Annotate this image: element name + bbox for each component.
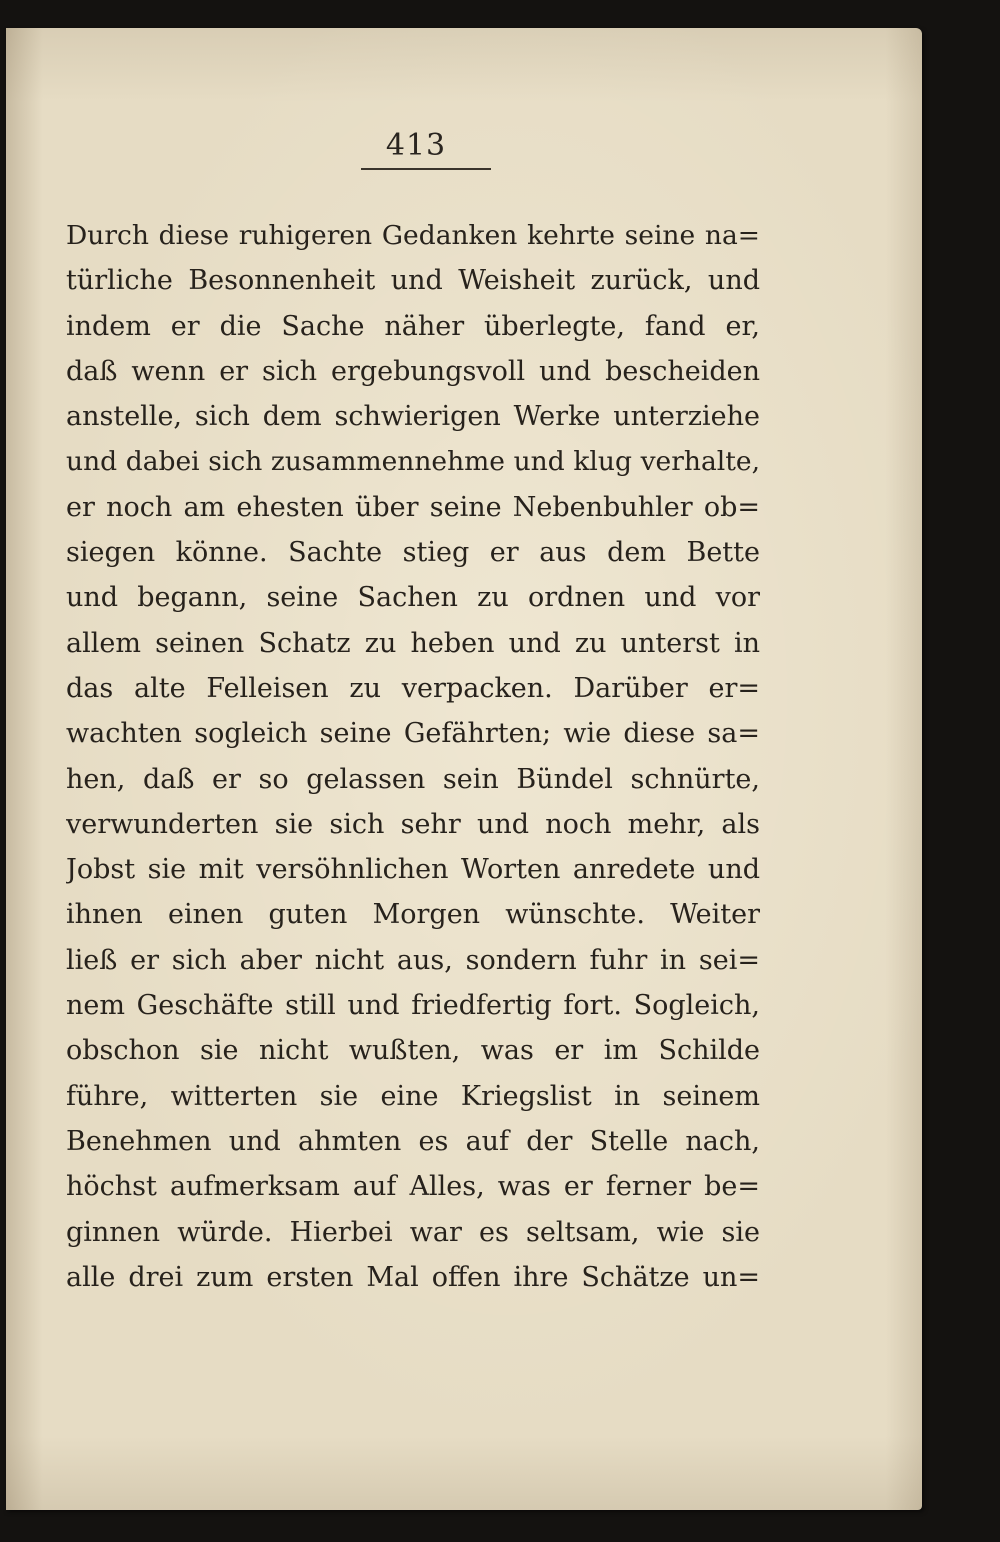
text-line: Jobst sie mit versöhnlichen Worten anredete und: [66, 854, 760, 886]
text-line: indem er die Sache näher überlegte, fand er,: [66, 310, 760, 342]
text-line: er noch am ehesten über seine Nebenbuhler ob=: [66, 491, 760, 523]
page-number: 413: [385, 128, 447, 163]
text-line: türliche Besonnenheit und Weisheit zurück, und: [66, 265, 760, 297]
text-line: Benehmen und ahmten es auf der Stelle nach,: [66, 1125, 760, 1157]
text-line: daß wenn er sich ergebungsvoll und bescheiden: [66, 355, 760, 387]
book-page: [6, 28, 922, 1510]
text-line: Durch diese ruhigeren Gedanken kehrte seine na=: [66, 220, 760, 251]
text-line: und dabei sich zusammennehme und klug verhalte,: [66, 446, 760, 478]
text-line: siegen könne. Sachte stieg er aus dem Bette: [66, 537, 760, 569]
text-line: hen, daß er so gelassen sein Bündel schnürte,: [66, 763, 760, 795]
text-line: ginnen würde. Hierbei war es seltsam, wie sie: [66, 1216, 760, 1248]
text-line: verwunderten sie sich sehr und noch mehr, als: [66, 808, 760, 840]
text-line: anstelle, sich dem schwierigen Werke unterziehe: [66, 401, 760, 433]
text-line: und begann, seine Sachen zu ordnen und vor: [66, 582, 760, 614]
text-line: ihnen einen guten Morgen wünschte. Weiter: [66, 899, 760, 931]
text-line: höchst aufmerksam auf Alles, was er ferner be=: [66, 1171, 760, 1203]
text-line: nem Geschäfte still und friedfertig fort. Sogleich,: [66, 990, 760, 1022]
text-line: das alte Felleisen zu verpacken. Darüber er=: [66, 672, 760, 704]
header-rule: [361, 168, 491, 170]
body-text: [66, 213, 760, 1300]
text-line: alle drei zum ersten Mal offen ihre Schätze un=: [66, 1261, 760, 1293]
text-line: obschon sie nicht wußten, was er im Schilde: [66, 1035, 760, 1067]
text-line: ließ er sich aber nicht aus, sondern fuhr in sei=: [66, 944, 760, 976]
text-line: führe, witterten sie eine Kriegslist in seinem: [66, 1080, 760, 1112]
text-line: allem seinen Schatz zu heben und zu unterst in: [66, 627, 760, 659]
text-line: wachten sogleich seine Gefährten; wie diese sa=: [66, 718, 760, 750]
